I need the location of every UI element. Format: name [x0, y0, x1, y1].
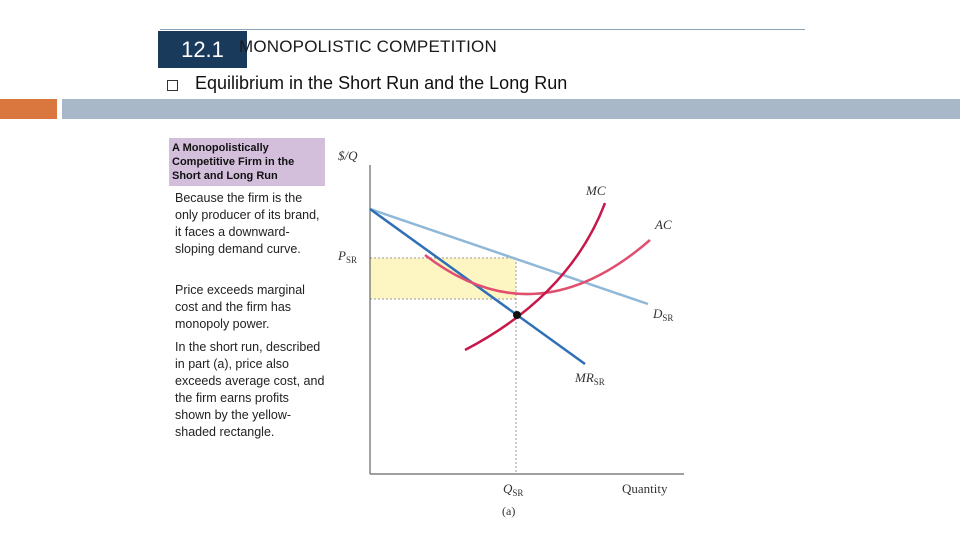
price-label-main: P	[338, 248, 346, 263]
mr-label-main: MR	[575, 370, 594, 385]
quantity-label-sub: SR	[512, 488, 524, 498]
ac-label: AC	[655, 217, 672, 232]
price-label-sub: SR	[345, 255, 357, 265]
demand-label-sub: SR	[662, 313, 674, 323]
slide-subtitle: Equilibrium in the Short Run and the Long Run	[195, 73, 568, 93]
quantity-label-main: Q	[503, 481, 513, 496]
x-axis-label: Quantity	[622, 481, 668, 496]
quantity-label	[503, 481, 523, 498]
top-rule	[160, 29, 805, 30]
figure-caption: A Monopolistically Competitive Firm in the Short and Long Run	[169, 138, 325, 186]
price-label	[337, 248, 357, 265]
mr-label	[574, 370, 605, 387]
y-axis-label: $/Q	[338, 148, 358, 163]
slide-title: MONOPOLISTIC COMPETITION	[239, 37, 497, 56]
monopolistic-competition-diagram	[330, 140, 710, 525]
accent-bar-orange	[0, 99, 57, 119]
section-number: 12.1	[158, 31, 247, 68]
paragraph-1: Because the firm is the only producer of its brand, it faces a downward-sloping demand curve.	[175, 191, 320, 256]
mc-label: MC	[586, 183, 606, 198]
paragraph-3: In the short run, described in part (a), price also exceeds average cost, and the firm earns profits shown by the yellow-shaded rectangle.	[175, 340, 325, 439]
demand-label-main: D	[653, 306, 663, 321]
mr-label-sub: SR	[593, 377, 605, 387]
demand-label	[652, 306, 673, 323]
profit-rectangle	[370, 258, 516, 299]
equilibrium-point	[513, 311, 521, 319]
accent-bar-blue	[62, 99, 960, 119]
bullet-square-icon	[167, 80, 178, 91]
paragraph-2: Price exceeds marginal cost and the firm has monopoly power.	[175, 283, 305, 331]
panel-label: (a)	[502, 504, 516, 518]
